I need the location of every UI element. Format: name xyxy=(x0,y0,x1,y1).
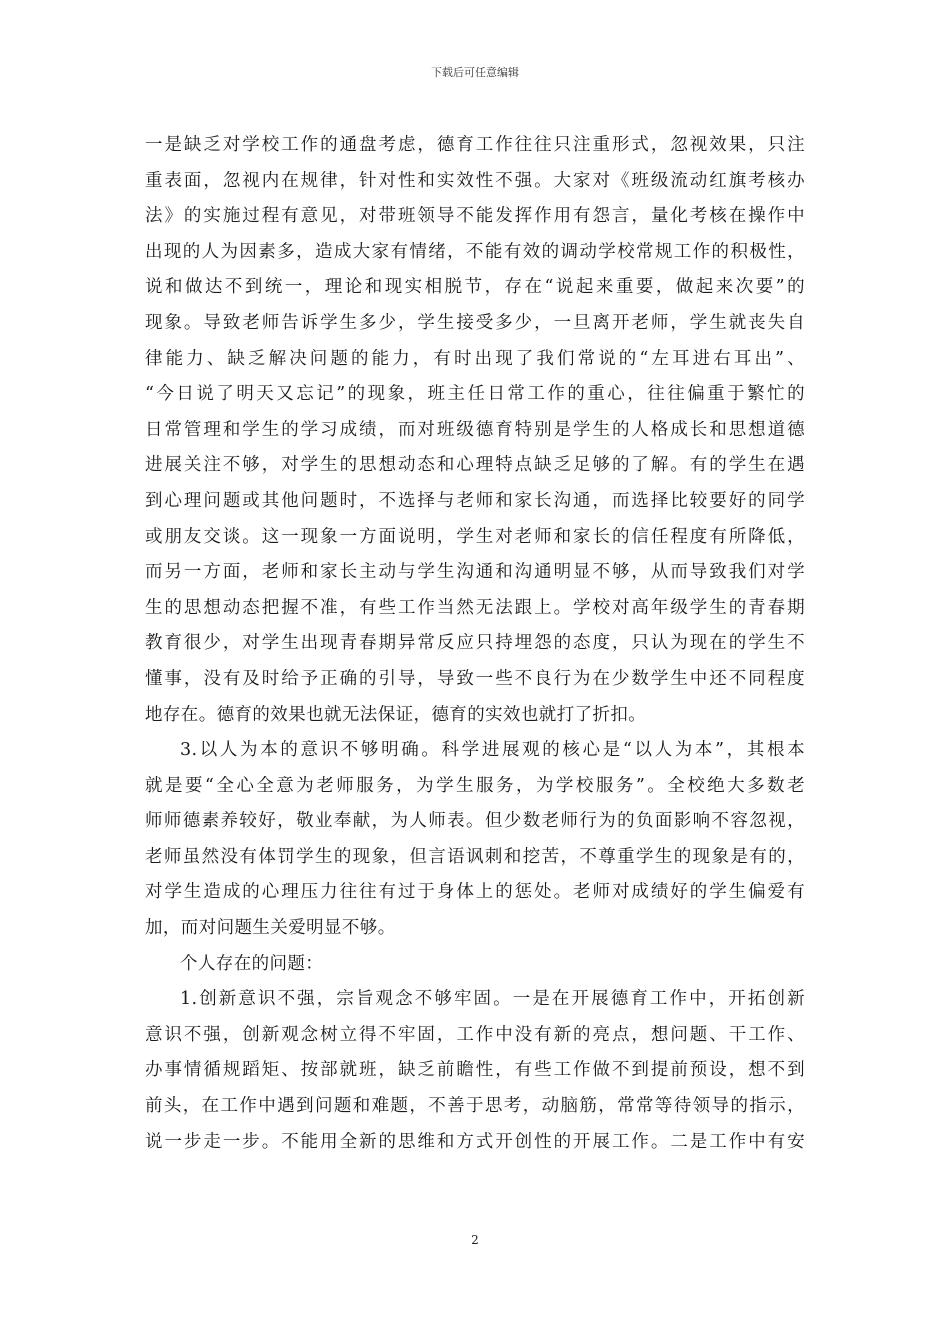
section-heading: 个人存在的问题： xyxy=(180,953,324,974)
text-line: 地存在。德育的效果也就无法保证，德育的实效也就打了折扣。 xyxy=(145,704,647,725)
text-line: 加，而对问题生关爱明显不够。 xyxy=(145,918,396,939)
text-line: “今日说了明天又忘记”的现象，班主任日常工作的重心，往往偏重于繁忙的 xyxy=(145,384,805,405)
text-line: 日常管理和学生的学习成绩，而对班级德育特别是学生的人格成长和思想道德 xyxy=(145,419,805,440)
text-line: 就是要“全心全意为老师服务，为学生服务，为学校服务”。全校绝大多数老 xyxy=(145,775,805,796)
text-line: 法》的实施过程有意见，对带班领导不能发挥作用有怨言，量化考核在操作中 xyxy=(145,206,805,227)
text-line: 3.以人为本的意识不够明确。科学进展观的核心是“以人为本”，其根本 xyxy=(180,740,805,761)
text-line: 出现的人为因素多，造成大家有情绪，不能有效的调动学校常规工作的积极性， xyxy=(145,241,805,262)
text-line: 进展关注不够，对学生的思想动态和心理特点缺乏足够的了解。有的学生在遇 xyxy=(145,455,805,476)
page-header: 下载后可任意编辑 xyxy=(431,66,519,79)
text-line: 说和做达不到统一，理论和现实相脱节，存在“说起来重要，做起来次要”的 xyxy=(145,277,805,298)
text-line: 教育很少，对学生出现青春期异常反应只持埋怨的态度，只认为现在的学生不 xyxy=(145,633,805,654)
text-line: 1.创新意识不强，宗旨观念不够牢固。一是在开展德育工作中，开拓创新 xyxy=(180,989,805,1010)
text-line: 或朋友交谈。这一现象一方面说明，学生对老师和家长的信任程度有所降低， xyxy=(145,526,805,547)
text-line: 意识不强，创新观念树立得不牢固，工作中没有新的亮点，想问题、干工作、 xyxy=(145,1024,805,1045)
page-number: 2 xyxy=(471,1233,479,1247)
text-line: 现象。导致老师告诉学生多少，学生接受多少，一旦离开老师，学生就丧失自 xyxy=(145,312,805,333)
text-line: 师师德素养较好，敬业奉献，为人师表。但少数老师行为的负面影响不容忽视， xyxy=(145,811,805,832)
text-line: 而另一方面，老师和家长主动与学生沟通和沟通明显不够，从而导致我们对学 xyxy=(145,562,805,583)
text-line: 懂事，没有及时给予正确的引导，导致一些不良行为在少数学生中还不同程度 xyxy=(145,668,805,689)
text-line: 律能力、缺乏解决问题的能力，有时出现了我们常说的“左耳进右耳出”、 xyxy=(145,348,805,369)
text-line: 一是缺乏对学校工作的通盘考虑，德育工作往往只注重形式，忽视效果，只注 xyxy=(145,135,805,155)
text-line: 生的思想动态把握不准，有些工作当然无法跟上。学校对高年级学生的青春期 xyxy=(145,597,805,618)
text-line: 重表面，忽视内在规律，针对性和实效性不强。大家对《班级流动红旗考核办 xyxy=(145,170,805,191)
text-line: 说一步走一步。不能用全新的思维和方式开创性的开展工作。二是工作中有安 xyxy=(145,1131,805,1152)
text-line: 对学生造成的心理压力往往有过于身体上的惩处。老师对成绩好的学生偏爱有 xyxy=(145,882,805,903)
document-body xyxy=(145,128,805,1160)
text-line: 到心理问题或其他问题时，不选择与老师和家长沟通，而选择比较要好的同学 xyxy=(145,490,805,511)
text-line: 老师虽然没有体罚学生的现象，但言语讽刺和挖苦，不尊重学生的现象是有的， xyxy=(145,846,805,867)
text-line: 前头，在工作中遇到问题和难题，不善于思考，动脑筋，常常等待领导的指示， xyxy=(145,1096,805,1117)
text-line: 办事情循规蹈矩、按部就班，缺乏前瞻性，有些工作做不到提前预设，想不到 xyxy=(145,1060,805,1081)
